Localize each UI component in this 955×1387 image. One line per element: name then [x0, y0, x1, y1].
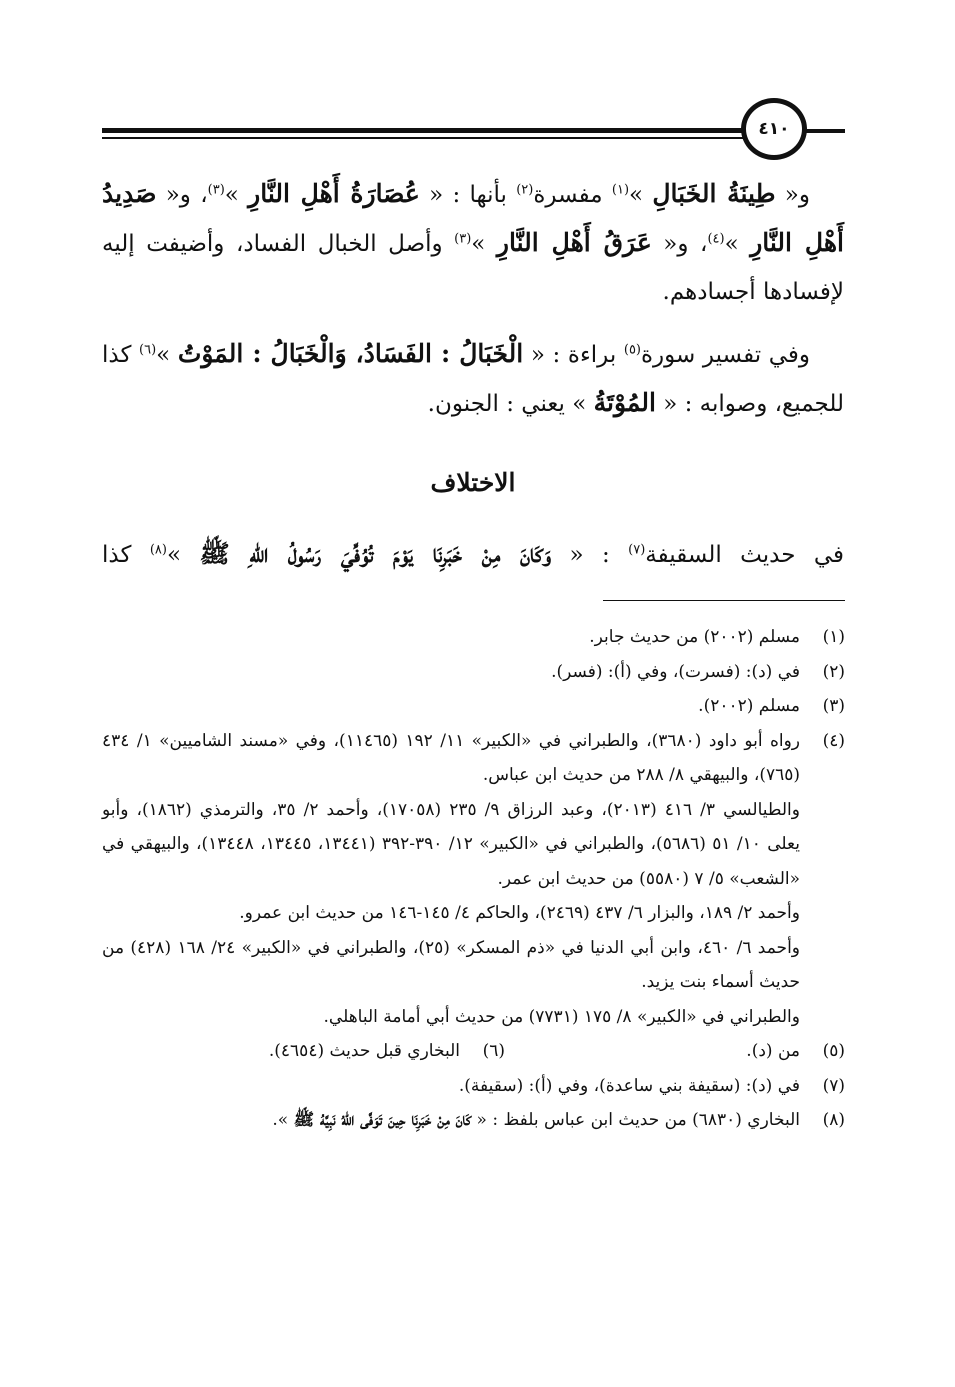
quoted-term: عُصَارَةُ أَهْلِ النَّارِ — [248, 179, 420, 208]
text-run: البخاري (٦٨٣٠) من حديث ابن عباس بلفظ : « — [471, 1110, 800, 1130]
footnote-number: (٦) — [482, 1041, 505, 1061]
footnote-3 — [102, 689, 847, 724]
text-run: كذا للجميع، وصوابه : « — [102, 342, 844, 417]
text-run: » يعني : الجنون. — [427, 391, 594, 417]
footnote-4 — [102, 724, 847, 1035]
text-run: كذا — [102, 542, 150, 568]
text-run: براءة : « — [523, 342, 624, 368]
paragraph-2 — [102, 330, 844, 428]
footnote-paragraph: والطبراني في «الكبير» ٨/ ١٧٥ (٧٧٣١) من حديث أبي أمامة الباهلي. — [323, 1006, 800, 1027]
footnote-ref: (٦) — [139, 342, 157, 358]
footnote-text: مسلم (٢٠٠٢). — [698, 696, 800, 716]
text-run: وفي تفسير سورة — [641, 342, 810, 368]
footnote-ref: (٨) — [149, 542, 167, 558]
footnote-text — [102, 1103, 800, 1138]
page-number-badge — [741, 98, 807, 160]
header-rule-thick — [102, 128, 782, 133]
footnote-ref: (٣) — [454, 231, 472, 247]
footnote-paragraph: وأحمد ٦/ ٤٦٠، وابن أبي الدنيا في «ذم المسكر» (٢٥)، والطبراني في «الكبير» ٢٤/ ١٦٨ (٤٢٨) من حديث أسماء بنت يزيد. — [102, 937, 800, 992]
text-run: في حديث السقيفة — [645, 542, 844, 568]
footnote-text: من (د). — [746, 1041, 800, 1061]
body-text — [102, 170, 844, 428]
footnote-text: مسلم (٢٠٠٢) من حديث جابر. — [589, 627, 800, 647]
footnote-8 — [102, 1103, 847, 1138]
footnote-1 — [102, 620, 847, 655]
header-rule-thin — [102, 137, 782, 139]
footnote-number: (٧) — [822, 1075, 845, 1096]
text-run: ، و« — [156, 182, 208, 208]
header-rule-right — [805, 129, 845, 133]
quoted-term: طِينَةُ الخَبَالِ — [652, 179, 776, 208]
quoted-term: صَدِيدُ أَهْلِ النَّارِ — [102, 179, 844, 257]
quoted-term: كَانَ مِنْ خَبَرِنَا حِينَ تَوَفَّى اللهُ نَبِيَّهُ ﷺ — [293, 1110, 472, 1130]
footnote-text: في (د): (فسرت)، وفي (أ): (فسر). — [551, 661, 800, 682]
quoted-term: المُوْتَةُ — [593, 388, 656, 417]
footnote-paragraph: رواه أبو داود (٣٦٨٠)، والطبراني في «الكبير» ١١/ ١٩٢ (١١٤٦٥)، وفي «مسند الشاميين» ١/ ٤٣٤ (٧٦٥)، والبيهقي ٨/ ٢٨٨ من حديث ابن عباس. — [102, 730, 801, 785]
footnote-6 — [269, 1034, 507, 1069]
paragraph-1 — [102, 170, 844, 316]
text-run: » — [471, 231, 497, 257]
text-run: ، و« — [651, 231, 708, 257]
text-run: : « — [551, 542, 629, 568]
footnote-number: (٨) — [822, 1110, 845, 1130]
footnote-ref: (٤) — [707, 231, 725, 247]
footnote-separator — [603, 600, 845, 601]
footnote-ref: (١) — [611, 182, 630, 198]
footnote-text — [102, 724, 800, 1035]
footnote-2 — [102, 655, 847, 690]
text-run: بأنها : « — [419, 182, 517, 208]
footnote-text: البخاري قبل حديث (٤٦٥٤). — [268, 1041, 460, 1061]
page-number: ٤١٠ — [758, 119, 790, 139]
footnote-number: (٥) — [822, 1041, 845, 1061]
footnote-ref: (٣) — [207, 182, 225, 198]
footnote-ref: (٥) — [623, 342, 641, 358]
footnote-pair-5-6 — [102, 1034, 847, 1069]
footnote-number: (١) — [822, 627, 845, 647]
text-run: » — [166, 542, 200, 568]
footnotes — [102, 620, 847, 1138]
text-run: » — [629, 182, 653, 208]
text-run: و« — [775, 182, 810, 208]
footnote-paragraph: وأحمد ٢/ ١٨٩، والبزار ٦/ ٤٣٧ (٢٤٦٩)، والحاكم ٤/ ١٤٥-١٤٦ من حديث ابن عمرو. — [239, 903, 800, 923]
page-header — [0, 88, 955, 168]
paragraph-3 — [102, 530, 844, 579]
text-run: ». — [272, 1110, 294, 1130]
footnote-paragraph: والطيالسي ٣/ ٤١٦ (٢٠١٣)، وعبد الرزاق ٩/ ٢٣٥ (١٧٠٥٨)، وأحمد ٢/ ٣٥، والترمذي (١٨٦٢)، وأبو يعلى ١٠/ ٥١ (٥٦٨٦)، والطبراني في «الكبير» ١٢/ ٣٩٠-٣٩٢ (١٣٤٤١، ١٣٤٤٥، ١٣٤٤٨)، والبيهقي في «الشعب» ٥/ ٧ (٥٥٨٠) من حديث ابن عمر. — [102, 799, 800, 889]
footnote-number: (٣) — [822, 696, 845, 716]
footnote-ref: (٧) — [628, 542, 646, 558]
quoted-term: وَكَانَ مِنْ خَبَرِنَا يَوْمَ تُوُفِّيَ رَسُولُ اللهِ ﷺ — [199, 539, 552, 568]
footnote-number: (٢) — [822, 661, 845, 682]
text-run: » — [724, 231, 751, 257]
quoted-term: الْخَبَالُ : الفَسَادُ، وَالْخَبَالُ : المَوْتُ — [177, 339, 524, 368]
footnote-7 — [102, 1069, 847, 1104]
quoted-term: عَرَقُ أَهْلِ النَّارِ — [496, 228, 652, 257]
text-run: وأصل الخبال الفساد، وأضيفت إليه لإفسادها أجسادهم. — [102, 231, 844, 305]
text-run: » — [156, 342, 178, 368]
footnote-number: (٤) — [822, 730, 845, 751]
section-title: الاختلاف — [430, 468, 516, 497]
text-run: مفسرة — [533, 182, 612, 208]
footnote-ref: (٢) — [516, 182, 534, 198]
text-run: » — [224, 182, 249, 208]
footnote-text: في (د): (سقيفة بني ساعدة)، وفي (أ): (سقيفة). — [458, 1075, 800, 1096]
footnote-5 — [507, 1034, 847, 1069]
